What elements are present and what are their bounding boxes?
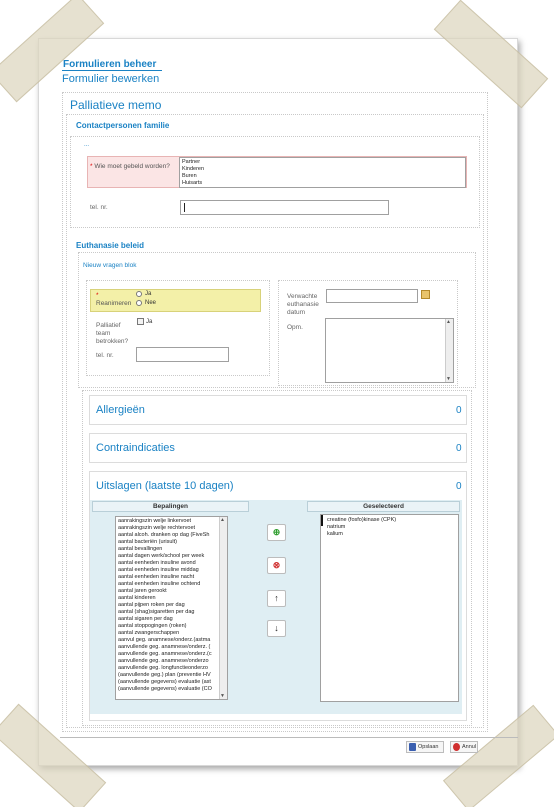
cancel-button[interactable]	[450, 741, 478, 753]
row-uitslagen-count: 0	[456, 481, 462, 492]
row-contraindicaties-title[interactable]: Contraindicaties	[96, 442, 175, 454]
who-to-call-text: Wie moet gebeld worden?	[94, 163, 170, 170]
list-item[interactable]: aanvullende geg. anamnese/onderzo	[118, 658, 209, 664]
reanimeren-label: Reanimeren	[96, 300, 132, 307]
list-item[interactable]: Partner	[182, 159, 201, 165]
row-allergieen-title[interactable]: Allergieën	[96, 404, 145, 416]
list-item[interactable]: aantal stoppogingen (roken)	[118, 623, 187, 629]
who-to-call-label: * Wie moet gebeld worden?	[90, 163, 170, 170]
cancel-label: Annul	[462, 744, 477, 750]
list-item[interactable]: Buren	[182, 173, 197, 179]
list-item[interactable]: creatine (fosfo)kinase (CPK)	[327, 517, 397, 523]
list-item[interactable]: (aanvullende gegevens) evaluatie (ast	[118, 679, 211, 685]
list-item[interactable]: aanvullende geg. anamnese/onderz.(c	[118, 651, 212, 657]
radio-ja[interactable]	[136, 291, 142, 297]
textarea-scrollbar[interactable]	[445, 319, 453, 382]
list-item[interactable]: Kinderen	[182, 166, 205, 172]
palliatief-checkbox[interactable]	[137, 318, 144, 325]
calendar-icon[interactable]	[421, 290, 430, 299]
list-item[interactable]: aantal sigaren per dag	[118, 616, 173, 622]
tel-input-2[interactable]	[136, 347, 229, 362]
list-item[interactable]: aantal pijpen roken per dag	[118, 602, 185, 608]
list-item[interactable]: aanvullende geg. anamnese/onderz. (	[118, 644, 211, 650]
row-allergieen[interactable]	[89, 395, 467, 425]
cancel-icon	[453, 743, 460, 751]
list-item[interactable]: aantal kinderen	[118, 595, 156, 601]
list-item[interactable]: natrium	[327, 524, 346, 530]
list-item[interactable]: aanvul geg. anamnese/onderz.(astma	[118, 637, 211, 643]
list-item[interactable]: aanrakingszin welje rechtervoet	[118, 525, 196, 531]
list-item[interactable]: aantal bacteriën (urisult)	[118, 539, 178, 545]
footer-divider	[60, 737, 518, 738]
move-up-button[interactable]	[267, 590, 286, 607]
save-button[interactable]	[406, 741, 444, 753]
list-item[interactable]: (aanvullende gegevens) evaluatie (CO	[118, 686, 212, 692]
list-item[interactable]: (aanvullende geg.) plan (preventie HV	[118, 672, 211, 678]
new-questions-block: Nieuw vragen blok	[83, 262, 137, 269]
tel-input[interactable]	[180, 200, 389, 215]
row-allergieen-count: 0	[456, 405, 462, 416]
save-icon	[409, 743, 416, 751]
move-down-button[interactable]	[267, 620, 286, 637]
scroll-up-icon[interactable]: ▲	[220, 517, 225, 523]
list-item[interactable]: aantal eenheden insuline ochtend	[118, 581, 201, 587]
remove-button[interactable]	[267, 557, 286, 574]
list-item[interactable]: aantal dagen werk/school per week	[118, 553, 205, 559]
radio-nee-label: Nee	[145, 300, 157, 306]
list-item[interactable]: aantal eenheden insuline avond	[118, 560, 196, 566]
list-item[interactable]: aantal eenheden insuline nacht	[118, 574, 195, 580]
list-item[interactable]: aantal bevallingen	[118, 546, 163, 552]
scroll-up-icon[interactable]: ▲	[446, 319, 451, 325]
contact-section-title: Contactpersonen familie	[76, 121, 170, 130]
expected-date-label: Verwachte euthanasie datum	[287, 293, 319, 316]
bepalingen-header: Bepalingen	[92, 501, 249, 512]
euthanasia-section-title: Euthanasie beleid	[76, 241, 145, 250]
palliatief-option-label: Ja	[146, 319, 153, 325]
page-subheading: Formulier bewerken	[62, 73, 160, 85]
palliatief-label: Palliatief team betrokken?	[96, 322, 129, 345]
who-to-call-listbox[interactable]	[179, 157, 466, 188]
geselecteerd-header: Geselecteerd	[307, 501, 460, 512]
arrow-down-icon: ↓	[274, 623, 279, 633]
list-item[interactable]: kalium	[327, 531, 343, 537]
date-input[interactable]	[326, 289, 418, 303]
opm-textarea[interactable]	[325, 318, 454, 383]
required-star: *	[96, 292, 99, 299]
save-label: Opslaan	[418, 744, 439, 750]
row-contraindicaties-count: 0	[456, 443, 462, 454]
ellipsis: ...	[84, 142, 90, 148]
arrow-up-icon: ↑	[274, 593, 279, 603]
list-item[interactable]: aanrakingszin welje linkervoet	[118, 518, 192, 524]
text-caret	[184, 203, 185, 212]
radio-ja-label: Ja	[145, 291, 152, 297]
bepalingen-listbox[interactable]	[115, 516, 228, 700]
opm-label: Opm.	[287, 324, 303, 331]
list-item[interactable]: aantal alcoh. dranken op dag (FiveSh	[118, 532, 210, 538]
bepalingen-scrollbar[interactable]	[219, 517, 227, 699]
list-item[interactable]: aantal (shag)sigaretten per dag	[118, 609, 195, 615]
form-title: Palliatieve memo	[70, 98, 162, 112]
list-item[interactable]: aantal zwangerschappen	[118, 630, 180, 636]
tel-label-2: tel. nr.	[96, 352, 114, 359]
scroll-down-icon[interactable]: ▼	[446, 376, 451, 382]
geselecteerd-listbox[interactable]	[320, 514, 459, 702]
radio-nee[interactable]	[136, 300, 142, 306]
remove-icon: ⊗	[272, 560, 281, 570]
row-uitslagen-title[interactable]: Uitslagen (laatste 10 dagen)	[96, 480, 234, 492]
tel-label: tel. nr.	[90, 204, 108, 211]
scroll-down-icon[interactable]: ▼	[220, 693, 225, 699]
list-item[interactable]: aanvullende geg. longfunctieonderzo	[118, 665, 208, 671]
page-heading: Formulieren beheer	[63, 59, 157, 70]
list-item[interactable]: aantal jaren gerookt	[118, 588, 167, 594]
selection-caret	[321, 515, 323, 526]
list-item[interactable]: aantal eenheden insuline middag	[118, 567, 199, 573]
add-icon: ⊕	[272, 527, 281, 537]
add-button[interactable]	[267, 524, 286, 541]
list-item[interactable]: Huisarts	[182, 180, 203, 186]
heading-underline	[62, 70, 162, 71]
